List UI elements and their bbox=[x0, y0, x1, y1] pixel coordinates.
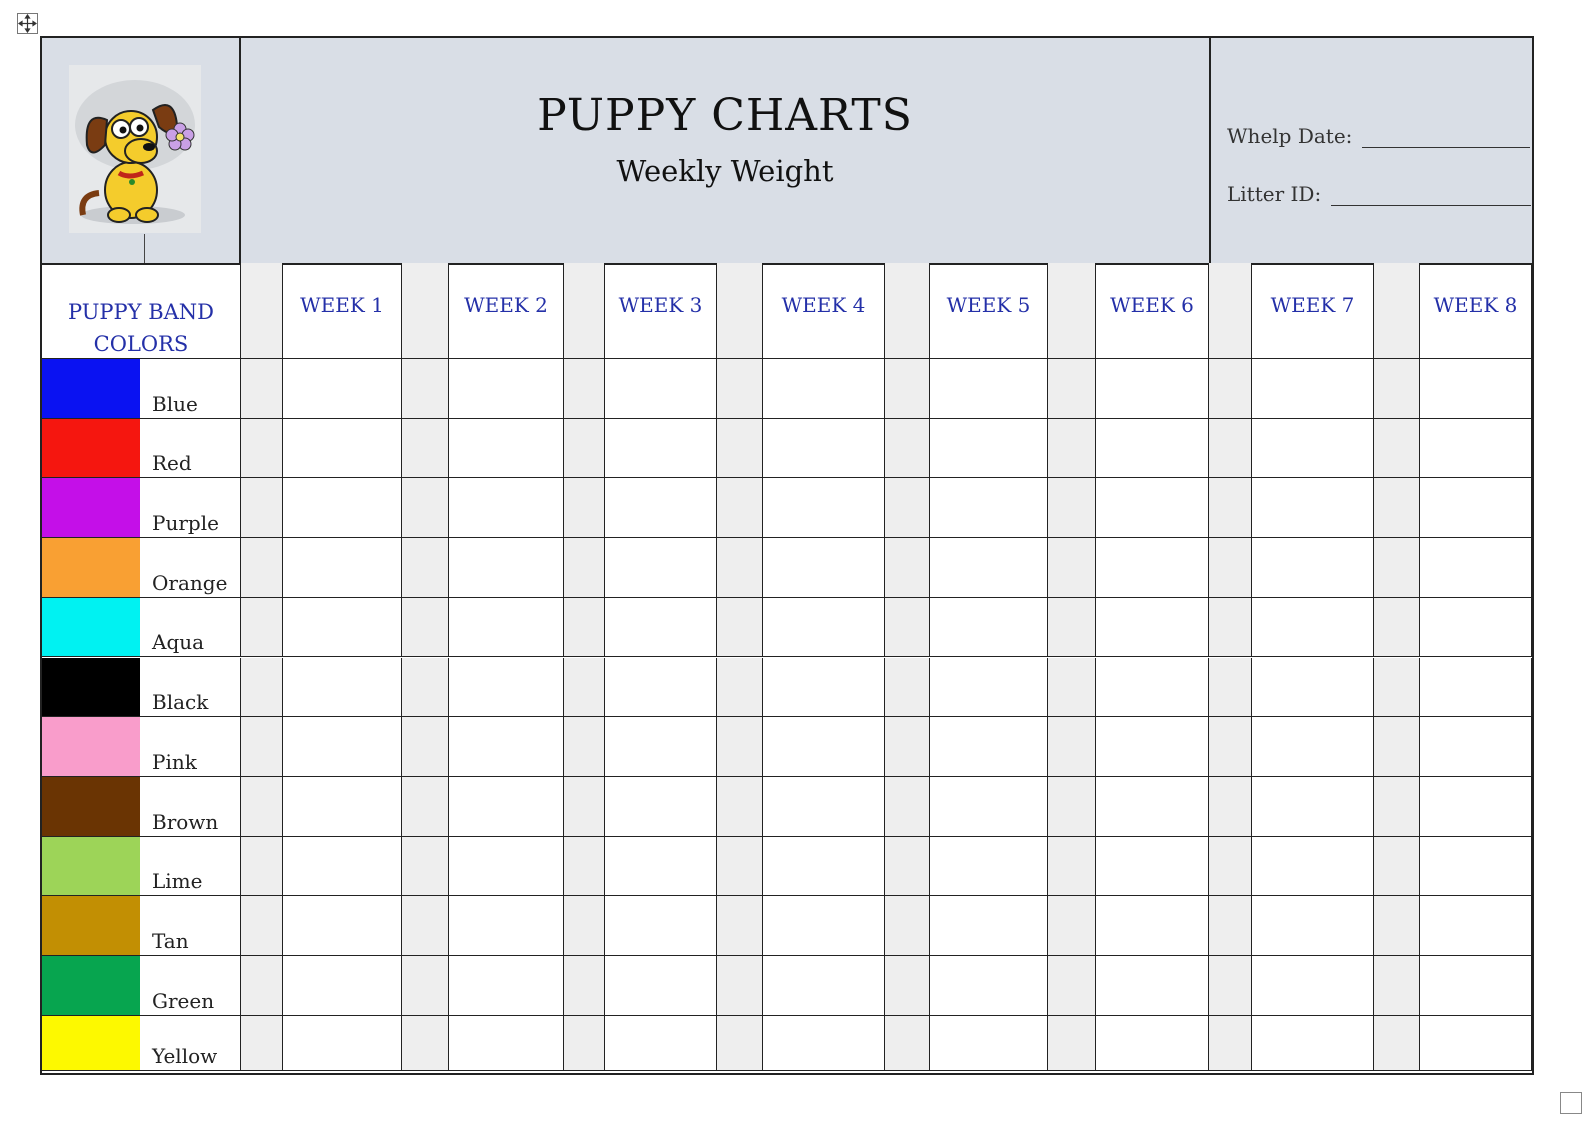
weight-entry-cell[interactable] bbox=[449, 478, 564, 538]
band-color-row bbox=[42, 478, 241, 538]
weight-entry-cell[interactable] bbox=[1252, 478, 1374, 538]
spacer-cell bbox=[1209, 478, 1252, 538]
spacer-cell bbox=[1209, 419, 1252, 479]
color-name-label: Yellow bbox=[152, 1043, 218, 1068]
weight-entry-cell[interactable] bbox=[1096, 538, 1209, 598]
weight-entry-cell[interactable] bbox=[930, 658, 1048, 718]
week-header bbox=[283, 263, 402, 359]
weight-entry-cell[interactable] bbox=[449, 359, 564, 419]
weight-entry-cell[interactable] bbox=[1252, 837, 1374, 897]
spacer-cell bbox=[885, 598, 930, 658]
weight-entry-cell[interactable] bbox=[1096, 598, 1209, 658]
band-colors-header-label bbox=[42, 296, 240, 360]
spacer-header-cell bbox=[241, 263, 283, 359]
spacer-cell bbox=[717, 658, 763, 718]
spacer-cell bbox=[241, 658, 283, 718]
litter-id-row bbox=[1227, 182, 1531, 206]
title-cell bbox=[241, 38, 1211, 263]
spacer-cell bbox=[564, 1016, 605, 1071]
spacer-cell bbox=[1374, 1016, 1420, 1071]
spacer-cell bbox=[885, 419, 930, 479]
weight-entry-cell[interactable] bbox=[1096, 956, 1209, 1016]
band-color-row bbox=[42, 896, 241, 956]
weight-entry-cell[interactable] bbox=[449, 598, 564, 658]
spacer-cell bbox=[717, 777, 763, 837]
weight-entry-cell[interactable] bbox=[1252, 359, 1374, 419]
band-color-row bbox=[42, 777, 241, 837]
spacer-cell bbox=[402, 598, 449, 658]
weight-entry-cell[interactable] bbox=[1096, 717, 1209, 777]
spacer-header-cell bbox=[1209, 263, 1252, 359]
spacer-cell bbox=[717, 598, 763, 658]
week-header bbox=[763, 263, 885, 359]
weight-entry-cell[interactable] bbox=[763, 658, 885, 718]
week-header bbox=[1252, 263, 1374, 359]
color-swatch bbox=[42, 538, 140, 597]
weight-entry-cell[interactable] bbox=[930, 359, 1048, 419]
weight-entry-cell[interactable] bbox=[1252, 658, 1374, 718]
spacer-cell bbox=[885, 478, 930, 538]
weight-entry-cell[interactable] bbox=[283, 538, 402, 598]
spacer-cell bbox=[1374, 956, 1420, 1016]
spacer-cell bbox=[717, 717, 763, 777]
spacer-cell bbox=[1209, 598, 1252, 658]
weight-entry-cell[interactable] bbox=[605, 956, 717, 1016]
weight-entry-cell[interactable] bbox=[1252, 1016, 1374, 1071]
week-header-label: WEEK 8 bbox=[1433, 293, 1518, 317]
weight-entry-cell[interactable] bbox=[1420, 538, 1532, 598]
weight-entry-cell[interactable] bbox=[1096, 837, 1209, 897]
spacer-cell bbox=[241, 538, 283, 598]
spacer-cell bbox=[1374, 658, 1420, 718]
spacer-cell bbox=[402, 956, 449, 1016]
spacer-cell bbox=[1209, 538, 1252, 598]
spacer-cell bbox=[885, 1016, 930, 1071]
week-header bbox=[449, 263, 564, 359]
weight-entry-cell[interactable] bbox=[1420, 896, 1532, 956]
spacer-cell bbox=[1048, 777, 1096, 837]
weight-entry-cell[interactable] bbox=[449, 777, 564, 837]
weight-entry-cell[interactable] bbox=[1420, 478, 1532, 538]
spacer-cell bbox=[885, 538, 930, 598]
spacer-header-cell bbox=[564, 263, 605, 359]
color-swatch bbox=[42, 717, 140, 776]
weight-entry-cell[interactable] bbox=[449, 658, 564, 718]
band-header-line: PUPPY BAND bbox=[67, 300, 215, 324]
color-name-label: Red bbox=[152, 451, 192, 476]
spacer-cell bbox=[717, 837, 763, 897]
spacer-cell bbox=[564, 658, 605, 718]
weight-entry-cell[interactable] bbox=[283, 896, 402, 956]
spacer-cell bbox=[1209, 837, 1252, 897]
color-swatch bbox=[42, 777, 140, 836]
weight-entry-cell[interactable] bbox=[605, 837, 717, 897]
spacer-cell bbox=[1048, 837, 1096, 897]
spacer-cell bbox=[564, 538, 605, 598]
color-name-label: Pink bbox=[152, 749, 197, 774]
weight-entry-cell[interactable] bbox=[1252, 896, 1374, 956]
weight-entry-cell[interactable] bbox=[1420, 777, 1532, 837]
spacer-cell bbox=[717, 359, 763, 419]
spacer-cell bbox=[402, 658, 449, 718]
weight-entry-cell[interactable] bbox=[1096, 478, 1209, 538]
color-swatch bbox=[42, 359, 140, 418]
weight-entry-cell[interactable] bbox=[449, 1016, 564, 1071]
weight-entry-cell[interactable] bbox=[283, 359, 402, 419]
spacer-header-cell bbox=[1048, 263, 1096, 359]
weight-entry-cell[interactable] bbox=[605, 658, 717, 718]
weight-entry-cell[interactable] bbox=[930, 598, 1048, 658]
spacer-cell bbox=[1048, 419, 1096, 479]
week-header bbox=[930, 263, 1048, 359]
spacer-cell bbox=[1209, 896, 1252, 956]
spacer-cell bbox=[564, 717, 605, 777]
weight-entry-cell[interactable] bbox=[283, 658, 402, 718]
color-swatch bbox=[42, 419, 140, 478]
color-swatch bbox=[42, 598, 140, 657]
info-cell bbox=[1211, 38, 1532, 263]
weight-entry-cell[interactable] bbox=[930, 777, 1048, 837]
spacer-cell bbox=[1374, 598, 1420, 658]
spacer-header-cell bbox=[885, 263, 930, 359]
spacer-cell bbox=[717, 419, 763, 479]
spacer-cell bbox=[241, 1016, 283, 1071]
weight-entry-cell[interactable] bbox=[1420, 837, 1532, 897]
spacer-cell bbox=[564, 478, 605, 538]
weight-entry-cell[interactable] bbox=[763, 777, 885, 837]
spacer-cell bbox=[1209, 777, 1252, 837]
spacer-cell bbox=[564, 359, 605, 419]
spacer-cell bbox=[1048, 896, 1096, 956]
spacer-cell bbox=[402, 777, 449, 837]
spacer-cell bbox=[402, 1016, 449, 1071]
weight-entry-cell[interactable] bbox=[449, 837, 564, 897]
spacer-cell bbox=[1374, 896, 1420, 956]
weight-entry-cell[interactable] bbox=[1420, 717, 1532, 777]
spacer-cell bbox=[402, 837, 449, 897]
weight-entry-cell[interactable] bbox=[763, 896, 885, 956]
week-header bbox=[1420, 263, 1532, 359]
page-subtitle: Weekly Weight bbox=[616, 154, 834, 188]
spacer-cell bbox=[1048, 598, 1096, 658]
spacer-header-cell bbox=[1374, 263, 1420, 359]
band-colors-header bbox=[42, 263, 241, 359]
weight-entry-cell[interactable] bbox=[1252, 419, 1374, 479]
spacer-cell bbox=[1374, 777, 1420, 837]
weight-entry-cell[interactable] bbox=[1420, 658, 1532, 718]
weight-entry-cell[interactable] bbox=[283, 1016, 402, 1071]
spacer-cell bbox=[1048, 1016, 1096, 1071]
spacer-cell bbox=[717, 478, 763, 538]
band-color-row bbox=[42, 538, 241, 598]
weight-entry-cell[interactable] bbox=[283, 598, 402, 658]
spacer-cell bbox=[885, 837, 930, 897]
weight-entry-cell[interactable] bbox=[605, 777, 717, 837]
color-name-label: Blue bbox=[152, 391, 198, 416]
weight-entry-cell[interactable] bbox=[1096, 359, 1209, 419]
weight-entry-cell[interactable] bbox=[449, 956, 564, 1016]
week-header-label: WEEK 1 bbox=[300, 293, 384, 317]
week-header-label: WEEK 2 bbox=[464, 293, 548, 317]
spacer-cell bbox=[885, 896, 930, 956]
band-color-row bbox=[42, 598, 241, 658]
spacer-cell bbox=[402, 419, 449, 479]
puppy-logo-icon bbox=[69, 65, 201, 233]
spacer-cell bbox=[1209, 1016, 1252, 1071]
logo-divider bbox=[144, 234, 145, 263]
weight-entry-cell[interactable] bbox=[283, 717, 402, 777]
week-header-label: WEEK 7 bbox=[1270, 293, 1355, 317]
spacer-cell bbox=[241, 837, 283, 897]
spacer-cell bbox=[402, 717, 449, 777]
spacer-cell bbox=[1048, 717, 1096, 777]
page-title: PUPPY CHARTS bbox=[537, 90, 913, 141]
color-name-label: Aqua bbox=[152, 630, 205, 655]
weight-entry-cell[interactable] bbox=[605, 598, 717, 658]
spacer-cell bbox=[564, 777, 605, 837]
spacer-cell bbox=[564, 896, 605, 956]
week-header bbox=[605, 263, 717, 359]
spacer-cell bbox=[564, 837, 605, 897]
table-move-handle-icon[interactable] bbox=[17, 13, 38, 34]
litter-id-label: Litter ID: bbox=[1227, 182, 1322, 206]
weight-entry-cell[interactable] bbox=[763, 956, 885, 1016]
color-name-label: Brown bbox=[152, 809, 219, 834]
spacer-cell bbox=[885, 777, 930, 837]
weight-entry-cell[interactable] bbox=[283, 419, 402, 479]
weight-entry-cell[interactable] bbox=[930, 478, 1048, 538]
spacer-cell bbox=[885, 359, 930, 419]
weight-entry-cell[interactable] bbox=[763, 1016, 885, 1071]
spacer-cell bbox=[241, 359, 283, 419]
weight-table bbox=[40, 263, 1534, 1075]
weight-entry-cell[interactable] bbox=[605, 478, 717, 538]
weight-entry-cell[interactable] bbox=[283, 837, 402, 897]
band-color-row bbox=[42, 359, 241, 419]
spacer-cell bbox=[241, 478, 283, 538]
spacer-cell bbox=[241, 956, 283, 1016]
spacer-cell bbox=[1209, 956, 1252, 1016]
spacer-cell bbox=[1374, 359, 1420, 419]
whelp-date-row bbox=[1227, 124, 1530, 148]
whelp-date-field[interactable] bbox=[1362, 129, 1530, 148]
weight-entry-cell[interactable] bbox=[763, 419, 885, 479]
color-swatch bbox=[42, 1016, 140, 1070]
band-color-row bbox=[42, 717, 241, 777]
weight-entry-cell[interactable] bbox=[449, 717, 564, 777]
weight-entry-cell[interactable] bbox=[930, 419, 1048, 479]
weight-entry-cell[interactable] bbox=[930, 956, 1048, 1016]
weight-entry-cell[interactable] bbox=[1252, 538, 1374, 598]
spacer-cell bbox=[885, 956, 930, 1016]
weight-entry-cell[interactable] bbox=[283, 478, 402, 538]
weight-entry-cell[interactable] bbox=[1420, 419, 1532, 479]
band-color-row bbox=[42, 837, 241, 897]
weight-entry-cell[interactable] bbox=[1420, 1016, 1532, 1071]
spacer-cell bbox=[1374, 538, 1420, 598]
spacer-cell bbox=[1048, 538, 1096, 598]
week-header-label: WEEK 3 bbox=[618, 293, 703, 317]
week-header-label: WEEK 4 bbox=[781, 293, 866, 317]
weight-entry-cell[interactable] bbox=[1096, 658, 1209, 718]
spacer-cell bbox=[1374, 478, 1420, 538]
color-name-label: Orange bbox=[152, 570, 228, 595]
weight-entry-cell[interactable] bbox=[763, 538, 885, 598]
color-name-label: Purple bbox=[152, 511, 219, 536]
weight-entry-cell[interactable] bbox=[1420, 359, 1532, 419]
weight-entry-cell[interactable] bbox=[449, 538, 564, 598]
weight-entry-cell[interactable] bbox=[605, 896, 717, 956]
band-color-row bbox=[42, 419, 241, 479]
week-header-label: WEEK 6 bbox=[1110, 293, 1194, 317]
weight-entry-cell[interactable] bbox=[1096, 777, 1209, 837]
weight-entry-cell[interactable] bbox=[605, 419, 717, 479]
week-header-label: WEEK 5 bbox=[946, 293, 1031, 317]
weight-entry-cell[interactable] bbox=[605, 538, 717, 598]
chart-header bbox=[40, 36, 1534, 265]
weight-entry-cell[interactable] bbox=[449, 896, 564, 956]
weight-entry-cell[interactable] bbox=[1096, 419, 1209, 479]
spacer-cell bbox=[1374, 419, 1420, 479]
color-swatch bbox=[42, 658, 140, 717]
band-header-line: COLORS bbox=[93, 332, 189, 356]
weight-entry-cell[interactable] bbox=[763, 717, 885, 777]
spacer-cell bbox=[402, 896, 449, 956]
color-swatch bbox=[42, 837, 140, 896]
spacer-cell bbox=[402, 359, 449, 419]
band-color-row bbox=[42, 658, 241, 718]
weight-entry-cell[interactable] bbox=[763, 837, 885, 897]
spacer-cell bbox=[1048, 658, 1096, 718]
spacer-cell bbox=[717, 896, 763, 956]
spacer-cell bbox=[1374, 837, 1420, 897]
color-swatch bbox=[42, 896, 140, 955]
spacer-cell bbox=[241, 896, 283, 956]
weight-entry-cell[interactable] bbox=[930, 1016, 1048, 1071]
spacer-cell bbox=[1374, 717, 1420, 777]
spacer-cell bbox=[717, 538, 763, 598]
weight-entry-cell[interactable] bbox=[930, 837, 1048, 897]
spacer-header-cell bbox=[717, 263, 763, 359]
spacer-header-cell bbox=[402, 263, 449, 359]
spacer-cell bbox=[717, 956, 763, 1016]
spacer-cell bbox=[885, 658, 930, 718]
weight-entry-cell[interactable] bbox=[930, 717, 1048, 777]
weight-entry-cell[interactable] bbox=[1096, 896, 1209, 956]
weight-entry-cell[interactable] bbox=[449, 419, 564, 479]
weight-entry-cell[interactable] bbox=[763, 359, 885, 419]
color-name-label: Lime bbox=[152, 869, 203, 894]
weight-entry-cell[interactable] bbox=[930, 538, 1048, 598]
week-header bbox=[1096, 263, 1209, 359]
spacer-cell bbox=[1209, 359, 1252, 419]
color-name-label: Black bbox=[152, 690, 209, 715]
color-swatch bbox=[42, 956, 140, 1015]
spacer-cell bbox=[564, 419, 605, 479]
weight-entry-cell[interactable] bbox=[1252, 777, 1374, 837]
spacer-cell bbox=[1048, 478, 1096, 538]
weight-entry-cell[interactable] bbox=[1252, 717, 1374, 777]
table-resize-handle[interactable] bbox=[1560, 1092, 1582, 1114]
weight-entry-cell[interactable] bbox=[1420, 598, 1532, 658]
weight-entry-cell[interactable] bbox=[605, 359, 717, 419]
color-name-label: Green bbox=[152, 988, 215, 1013]
spacer-cell bbox=[402, 478, 449, 538]
band-color-row bbox=[42, 1016, 241, 1071]
spacer-cell bbox=[717, 1016, 763, 1071]
spacer-cell bbox=[241, 777, 283, 837]
weight-entry-cell[interactable] bbox=[1252, 956, 1374, 1016]
spacer-cell bbox=[1209, 717, 1252, 777]
spacer-cell bbox=[1209, 658, 1252, 718]
spacer-cell bbox=[564, 956, 605, 1016]
spacer-cell bbox=[1048, 359, 1096, 419]
spacer-cell bbox=[241, 419, 283, 479]
color-swatch bbox=[42, 478, 140, 537]
whelp-date-label: Whelp Date: bbox=[1227, 124, 1353, 148]
spacer-cell bbox=[402, 538, 449, 598]
weight-entry-cell[interactable] bbox=[1252, 598, 1374, 658]
band-color-row bbox=[42, 956, 241, 1016]
weight-entry-cell[interactable] bbox=[1420, 956, 1532, 1016]
logo-cell bbox=[42, 38, 241, 263]
weight-entry-cell[interactable] bbox=[930, 896, 1048, 956]
spacer-cell bbox=[885, 717, 930, 777]
weight-entry-cell[interactable] bbox=[605, 1016, 717, 1071]
color-name-label: Tan bbox=[152, 928, 189, 953]
weight-entry-cell[interactable] bbox=[1096, 1016, 1209, 1071]
weight-entry-cell[interactable] bbox=[605, 717, 717, 777]
litter-id-field[interactable] bbox=[1331, 187, 1531, 206]
weight-entry-cell[interactable] bbox=[763, 478, 885, 538]
weight-entry-cell[interactable] bbox=[283, 956, 402, 1016]
weight-entry-cell[interactable] bbox=[763, 598, 885, 658]
weight-entry-cell[interactable] bbox=[283, 777, 402, 837]
spacer-cell bbox=[241, 717, 283, 777]
spacer-cell bbox=[241, 598, 283, 658]
spacer-cell bbox=[1048, 956, 1096, 1016]
spacer-cell bbox=[564, 598, 605, 658]
